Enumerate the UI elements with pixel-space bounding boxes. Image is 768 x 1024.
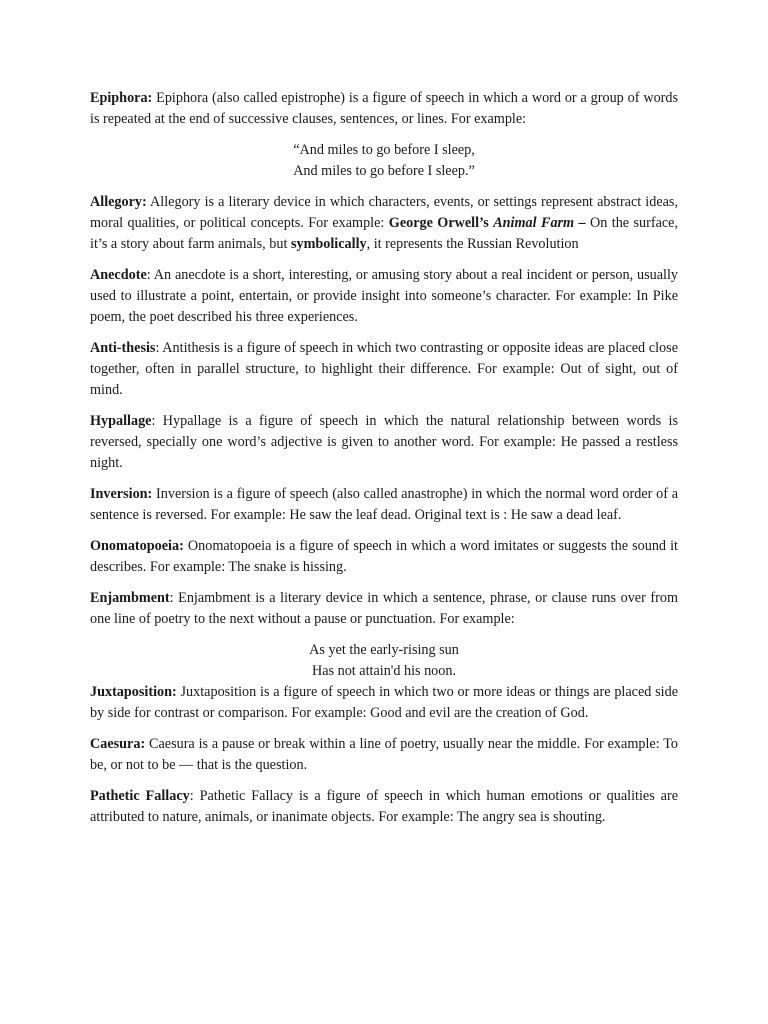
example-dash: –: [574, 215, 586, 231]
example-title: Animal Farm: [493, 215, 575, 231]
entry-onomatopoeia: [90, 536, 678, 578]
document-page: [90, 88, 678, 838]
definition-enjambment: : Enjambment is a literary device in which a sentence, phrase, or clause runs over from one line of poetry to the next without a pause or punctuation. For example:: [90, 590, 678, 627]
entry-juxtaposition: [90, 682, 678, 724]
term-antithesis: Anti-thesis: [90, 340, 156, 356]
quote-line: “And miles to go before I sleep,: [293, 142, 475, 158]
entry-hypallage: [90, 411, 678, 474]
definition-anecdote: : An anecdote is a short, interesting, or amusing story about a real incident or person, usually used to illustrate a point, entertain, or provide insight into someone’s character. For example: In Pike poem, the poet described his three experiences.: [90, 267, 678, 325]
definition-juxtaposition: Juxtaposition is a figure of speech in which two or more ideas or things are placed side by side for contrast or comparison. For example: Good and evil are the creation of God.: [90, 684, 678, 721]
definition-inversion: Inversion is a figure of speech (also called anastrophe) in which the normal word order of a sentence is reversed. For example: He saw the leaf dead. Original text is : He saw a dead leaf.: [90, 486, 678, 523]
quote-line: As yet the early-rising sun: [309, 642, 459, 658]
quote-enjambment: [90, 640, 678, 682]
entry-allegory: [90, 192, 678, 255]
term-juxtaposition: Juxtaposition:: [90, 684, 177, 700]
emphasis-symbolically: symbolically: [290, 236, 367, 252]
definition-pathetic-fallacy: : Pathetic Fallacy is a figure of speech in which human emotions or qualities are attributed to nature, animals, or inanimate objects. For example: The angry sea is shouting.: [90, 788, 678, 825]
definition-allegory-end: , it represents the Russian Revolution: [366, 236, 579, 252]
term-anecdote: Anecdote: [90, 267, 147, 283]
example-author: George Orwell’s: [388, 215, 494, 231]
definition-allegory-cont: On the surface, it’s a story about farm animals, but: [90, 215, 679, 252]
entry-pathetic-fallacy: [90, 786, 678, 828]
term-pathetic-fallacy: Pathetic Fallacy: [90, 788, 190, 804]
term-epiphora: Epiphora:: [90, 90, 153, 106]
entry-epiphora: [90, 88, 678, 130]
definition-onomatopoeia: Onomatopoeia is a figure of speech in which a word imitates or suggests the sound it describes. For example: The snake is hissing.: [90, 538, 678, 575]
definition-caesura: Caesura is a pause or break within a line of poetry, usually near the middle. For example: To be, or not to be — that is the question.: [90, 736, 678, 773]
entry-antithesis: [90, 338, 678, 401]
term-onomatopoeia: Onomatopoeia:: [90, 538, 184, 554]
definition-hypallage: : Hypallage is a figure of speech in which the natural relationship between words is reversed, specially one word’s adjective is given to another word. For example: He passed a restless night.: [90, 413, 678, 471]
term-allegory: Allegory:: [90, 194, 147, 210]
quote-line: And miles to go before I sleep.”: [293, 163, 475, 179]
definition-epiphora: Epiphora (also called epistrophe) is a figure of speech in which a word or a group of words is repeated at the end of successive clauses, sentences, or lines. For example:: [90, 90, 678, 127]
quote-epiphora: [90, 140, 678, 182]
entry-enjambment: [90, 588, 678, 630]
term-caesura: Caesura:: [90, 736, 146, 752]
entry-inversion: [90, 484, 678, 526]
definition-allegory: Allegory is a literary device in which characters, events, or settings represent abstract ideas, moral qualities, or political concepts. For example:: [90, 194, 678, 231]
definition-antithesis: : Antithesis is a figure of speech in which two contrasting or opposite ideas are placed close together, often in parallel structure, to highlight their difference. For example: Out of sight, out of mind.: [90, 340, 678, 398]
quote-line: Has not attain'd his noon.: [311, 663, 457, 679]
entry-caesura: [90, 734, 678, 776]
term-enjambment: Enjambment: [90, 590, 170, 606]
entry-anecdote: [90, 265, 678, 328]
term-hypallage: Hypallage: [90, 413, 152, 429]
term-inversion: Inversion:: [90, 486, 153, 502]
